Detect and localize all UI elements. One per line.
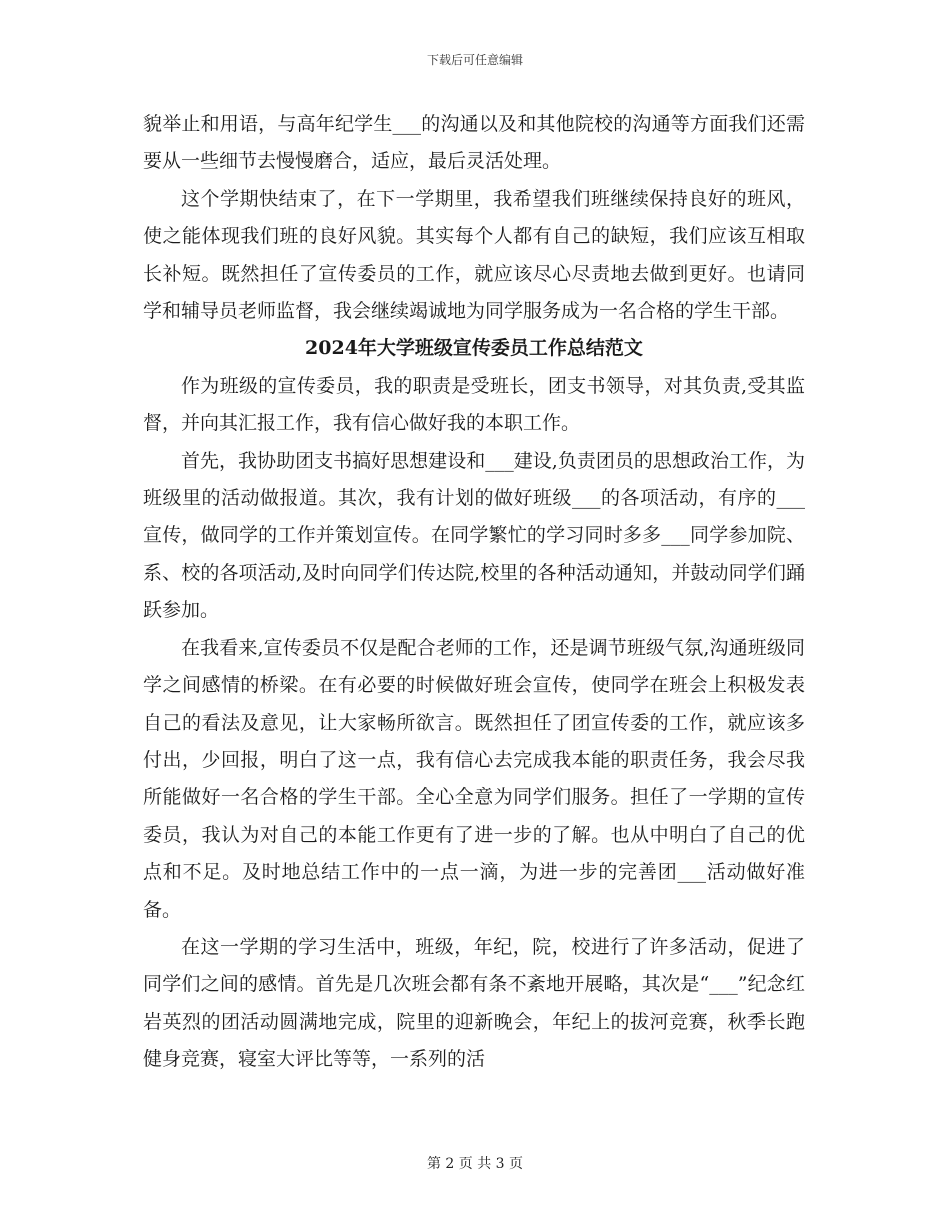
- page-header-note: 下载后可任意编辑: [426, 53, 523, 67]
- section-title: 2024年大学班级宣传委员工作总结范文: [305, 337, 643, 360]
- paragraph-duties: 作为班级的宣传委员，我的职责是受班长，团支书领导，对其负责,受其监督，并向其汇报工作，我有信心做好我的本职工作。: [143, 374, 805, 435]
- paragraph-bridge-role: 在我看来,宣传委员不仅是配合老师的工作，还是调节班级气氛,沟通班级同学之间感情的桥梁。在有必要的时候做好班会宣传，使同学在班会上积极发表自己的看法及意见，让大家畅所欲言。既然担任了团宣传委的工作，就应该多付出，少回报，明白了这一点，我有信心去完成我本能的职责任务，我会尽我所能做好一名合格的学生干部。全心全意为同学们服务。担任了一学期的宣传委员，我认为对自己的本能工作更有了进一步的了解。也从中明白了自己的优点和不足。及时地总结工作中的一点一滴，为进一步的完善团___活动做好准备。: [143, 636, 805, 921]
- paragraph-continuation: 貌举止和用语，与高年纪学生___的沟通以及和其他院校的沟通等方面我们还需要从一些细节去慢慢磨合，适应，最后灵活处理。: [143, 113, 805, 173]
- paragraph-first-tasks: 首先，我协助团支书搞好思想建设和___建设,负责团员的思想政治工作，为班级里的活动做报道。其次，我有计划的做好班级___的各项活动，有序的___宣传，做同学的工作并策划宣传。在同学繁忙的学习同时多多___同学参加院、系、校的各项活动,及时向同学们传达院,校里的各种活动通知，并鼓动同学们踊跃参加。: [143, 449, 805, 622]
- document-body: [143, 106, 805, 1079]
- paragraph-activities: 在这一学期的学习生活中，班级，年纪，院，校进行了许多活动，促进了同学们之间的感情。首先是几次班会都有条不紊地开展略，其次是“___”纪念红岩英烈的团活动圆满地完成，院里的迎新晚会，年纪上的拔河竞赛，秋季长跑健身竞赛，寝室大评比等等，一系列的活: [143, 935, 805, 1071]
- paragraph-semester-end: 这个学期快结束了，在下一学期里，我希望我们班继续保持良好的班风，使之能体现我们班的良好风貌。其实每个人都有自己的缺短，我们应该互相取长补短。既然担任了宣传委员的工作，就应该尽心尽责地去做到更好。也请同学和辅导员老师监督，我会继续竭诚地为同学服务成为一名合格的学生干部。: [143, 187, 805, 323]
- page-number: 第 2 页 共 3 页: [426, 1156, 524, 1172]
